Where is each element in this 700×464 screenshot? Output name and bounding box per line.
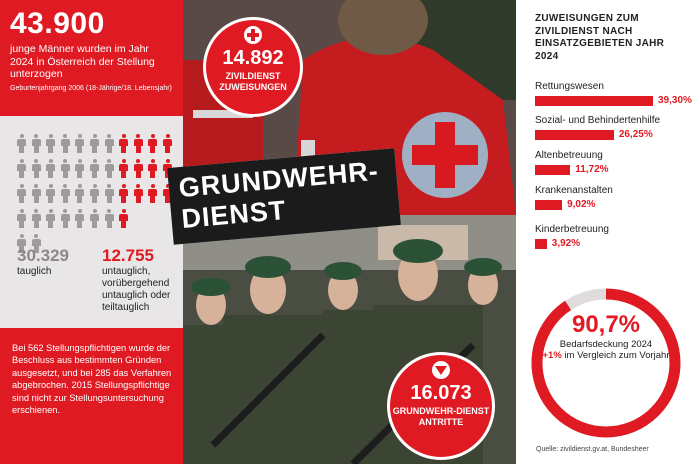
stat-tauglich [17, 247, 97, 278]
person-icon-tauglich [17, 134, 26, 153]
bar-row [535, 224, 695, 249]
red-cross-icon [244, 26, 262, 44]
bar-category-label: Altenbetreuung [535, 150, 603, 161]
source-note: Quelle: zivildienst.gv.at, Bundesheer [536, 446, 649, 453]
bar-track [535, 130, 695, 140]
military-service-label: GRUNDWEHR-DIENST ANTRITTE [392, 406, 490, 427]
person-icon-untauglich [134, 159, 143, 178]
bar-row [535, 185, 695, 210]
person-icon-untauglich [119, 159, 128, 178]
page-title-line1: GRUNDWEHR- [177, 155, 380, 204]
bar-category-label: Krankenanstalten [535, 185, 613, 196]
chevron-insignia-icon [432, 361, 450, 379]
person-icon-tauglich [105, 134, 114, 153]
person-icon-tauglich [46, 209, 55, 228]
person-icon-untauglich [119, 209, 128, 228]
person-icon-tauglich [17, 159, 26, 178]
bar-value-label: 26,25% [618, 129, 653, 140]
bar-track [535, 200, 695, 210]
person-icon-tauglich [32, 159, 41, 178]
bar-category-label: Kinderbetreuung [535, 224, 609, 235]
civil-service-label: ZIVILDIENST ZUWEISUNGEN [219, 71, 287, 92]
civil-service-number: 14.892 [222, 47, 284, 69]
military-service-circle [387, 352, 495, 460]
coverage-label: Bedarfsdeckung 2024 [559, 339, 653, 350]
person-icon-tauglich [61, 134, 70, 153]
headline-panel [0, 0, 183, 116]
bar-row [535, 115, 695, 140]
coverage-change [526, 350, 686, 361]
person-icon-tauglich [32, 134, 41, 153]
person-icon-untauglich [163, 134, 172, 153]
person-icon-tauglich [61, 159, 70, 178]
person-icon-tauglich [46, 159, 55, 178]
chart-title: ZUWEISUNGEN ZUM ZIVILDIENST NACH EINSATZGEBIETEN JAHR 2024 [535, 13, 665, 62]
birth-year-note: Geburtenjahrgang 2006 (18-Jährige/18. Lebensjahr) [10, 84, 172, 92]
military-service-number: 16.073 [410, 382, 472, 404]
person-icon-tauglich [105, 209, 114, 228]
coverage-value: 90,7% [571, 311, 641, 338]
person-icon-tauglich [17, 209, 26, 228]
tauglich-label: tauglich [17, 266, 52, 277]
person-icon-tauglich [75, 209, 84, 228]
untauglich-number: 12.755 [102, 246, 154, 265]
person-icon-tauglich [32, 209, 41, 228]
person-icon-tauglich [105, 184, 114, 203]
procedure-note-text: Bei 562 Stellungspflichtigen wurde der Beschluss aus bestimmten Gründen ausgesetzt, und bei 285 das Verfahren abgebrochen. 2015 Stellungspflichtige sind nicht zur Stellungsuntersuchung erschienen. [12, 343, 172, 416]
person-icon-tauglich [46, 184, 55, 203]
bar [535, 96, 653, 106]
bar-category-label: Rettungswesen [535, 81, 604, 92]
bar [535, 165, 570, 175]
person-icon-tauglich [90, 159, 99, 178]
bar-value-label: 11,72% [575, 164, 609, 175]
person-icon-untauglich [134, 134, 143, 153]
person-icon-tauglich [61, 184, 70, 203]
person-icon-untauglich [148, 159, 157, 178]
person-icon-tauglich [90, 184, 99, 203]
civil-service-assignments-circle [203, 17, 303, 117]
tauglich-number: 30.329 [17, 246, 69, 265]
bar-category-label: Sozial- und Behindertenhilfe [535, 115, 661, 126]
bar-value-label: 9,02% [567, 199, 596, 210]
person-icon-tauglich [75, 159, 84, 178]
person-icon-untauglich [148, 184, 157, 203]
coverage-text [526, 312, 686, 361]
untauglich-label: untauglich, vorübergehend untauglich oder teiltauglich [102, 266, 171, 313]
bar-track [535, 239, 695, 249]
total-examined-number: 43.900 [10, 7, 105, 40]
person-icon-tauglich [90, 209, 99, 228]
bar-track [535, 165, 695, 175]
coverage-change-text: im Vergleich zum Vorjahr [564, 350, 670, 361]
person-icon-tauglich [75, 184, 84, 203]
coverage-donut [526, 283, 686, 443]
stat-untauglich [102, 247, 182, 314]
person-icon-untauglich [119, 184, 128, 203]
bar-value-label: 3,92% [551, 238, 581, 249]
total-examined-description: junge Männer wurden im Jahr 2024 in Österreich der Stellung unterzogen [10, 43, 155, 80]
person-icon-tauglich [105, 159, 114, 178]
bar-row [535, 150, 695, 175]
bar [535, 130, 614, 140]
coverage-change-value: +1% [542, 350, 562, 361]
bar-row [535, 81, 695, 106]
person-icon-untauglich [119, 134, 128, 153]
bar [535, 239, 547, 249]
person-icon-tauglich [61, 209, 70, 228]
procedure-note-panel [0, 328, 183, 464]
bar [535, 200, 562, 210]
person-icon-tauglich [46, 134, 55, 153]
bar-track [535, 96, 695, 106]
page-title-line2: DIENST [180, 194, 288, 234]
person-icon-untauglich [148, 134, 157, 153]
bar-value-label: 39,30% [658, 95, 692, 106]
person-icon-tauglich [90, 134, 99, 153]
person-icon-tauglich [75, 134, 84, 153]
person-icon-untauglich [134, 184, 143, 203]
person-icon-tauglich [17, 184, 26, 203]
person-icon-tauglich [32, 184, 41, 203]
